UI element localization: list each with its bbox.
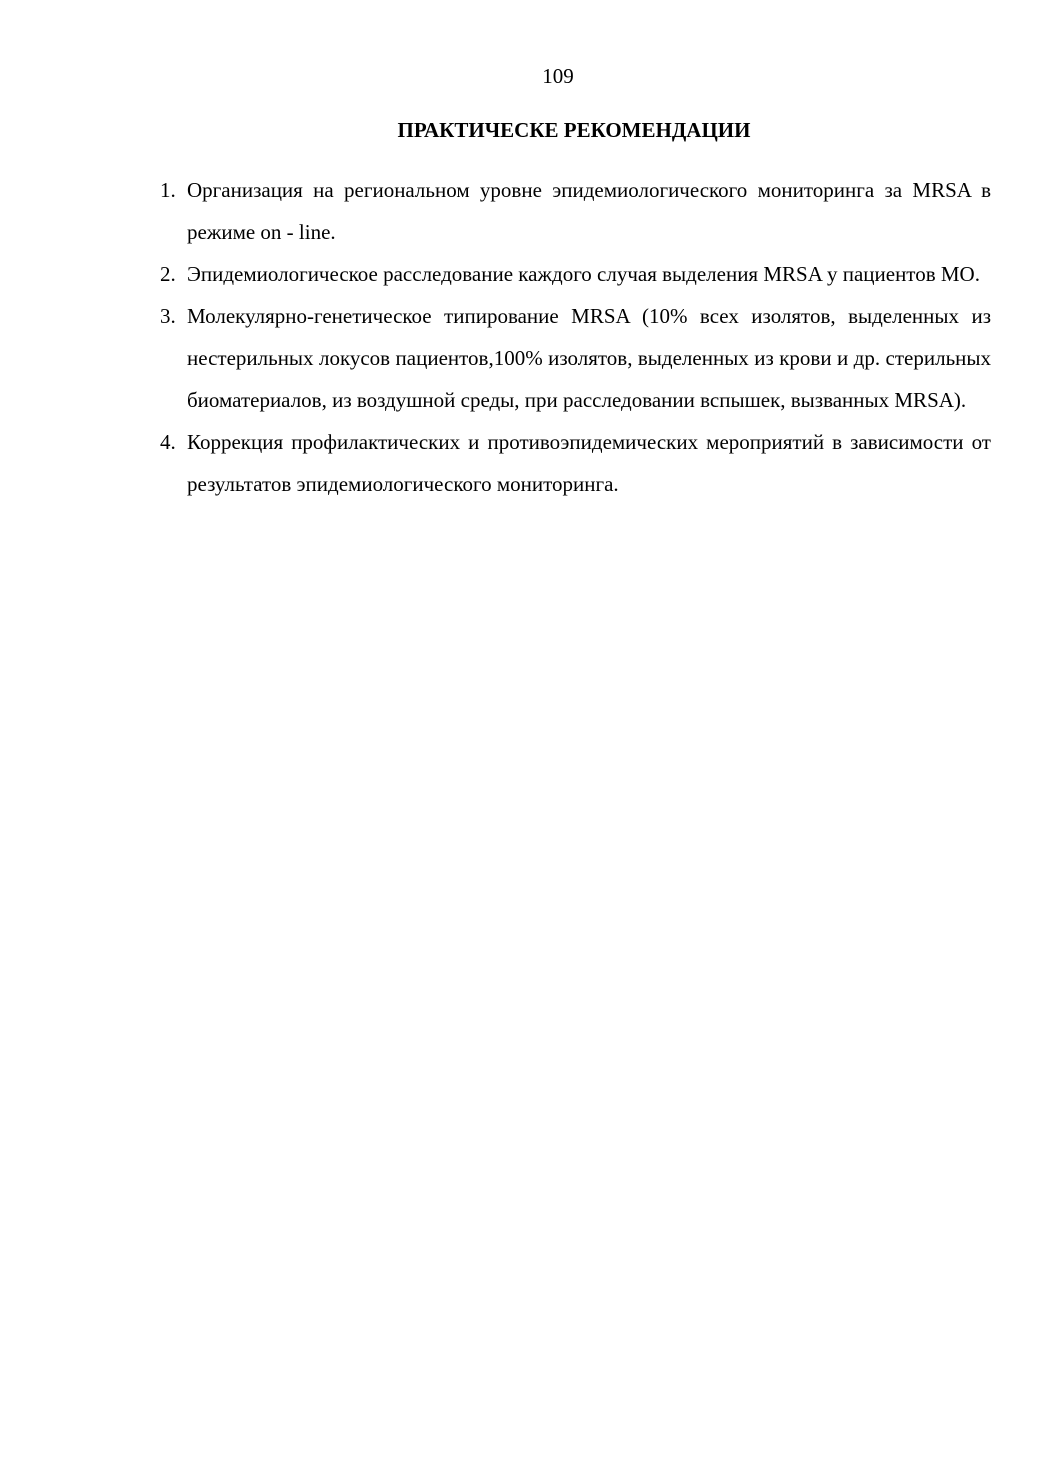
page-number: 109 [542,64,574,88]
list-item-text: Коррекция профилактических и противоэпидемических мероприятий в зависимости от результатов эпидемиологического мониторинга. [187,430,991,496]
recommendations-list [160,169,991,505]
section-heading: ПРАКТИЧЕСКЕ РЕКОМЕНДАЦИИ [397,118,751,142]
list-item-number: 1. [160,178,176,202]
list-item [160,253,991,295]
list-item [160,421,991,505]
list-item [160,295,991,421]
list-item-number: 2. [160,262,176,286]
list-item-text: Организация на региональном уровне эпидемиологического мониторинга за MRSA в режиме on - line. [187,178,991,244]
list-item-number: 4. [160,430,176,454]
list-item-text: Эпидемиологическое расследование каждого случая выделения MRSA у пациентов МО. [187,262,980,286]
list-item-number: 3. [160,304,176,328]
list-item [160,169,991,253]
list-item-text: Молекулярно-генетическое типирование MRSA (10% всех изолятов, выделенных из нестерильных локусов пациентов,100% изолятов, выделенных из крови и др. стерильных биоматериалов, из воздушной среды, при расследовании вспышек, вызванных MRSA). [187,304,991,412]
